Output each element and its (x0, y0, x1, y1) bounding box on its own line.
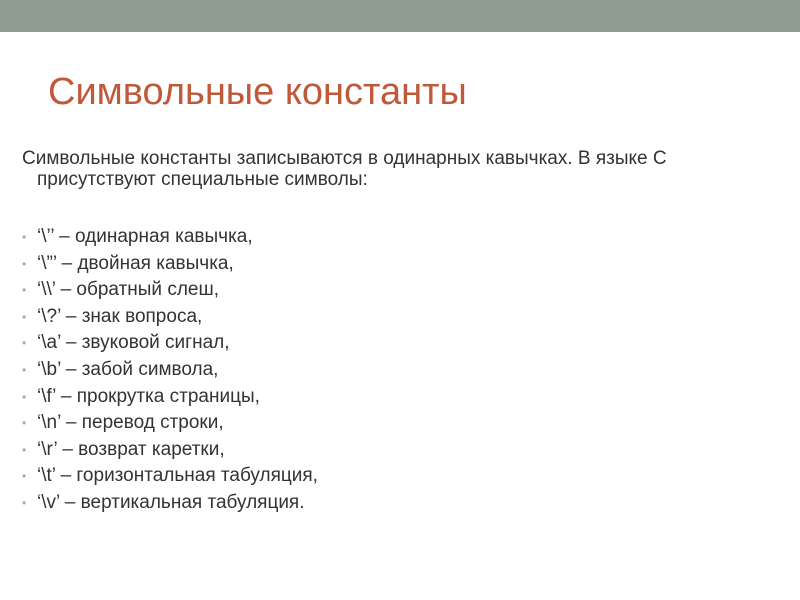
list-item-text: ‘\’’ – одинарная кавычка, (37, 226, 253, 247)
list-item-text: ‘\a’ – звуковой сигнал, (37, 332, 230, 354)
bullet-icon: • (22, 336, 27, 351)
list-item-text: ‘\f’ – прокрутка страницы, (37, 385, 260, 407)
bullet-icon: • (22, 442, 27, 457)
list-item (22, 251, 318, 278)
bullet-icon: • (22, 389, 27, 404)
list-item (22, 410, 318, 437)
list-item (22, 437, 318, 464)
list-item-text: ‘\\’ – обратный слеш, (37, 279, 220, 301)
bullet-icon: • (22, 362, 27, 377)
list-item-text: ‘\r’ – возврат каретки, (37, 438, 225, 460)
bullet-icon: • (22, 416, 27, 431)
list-item (22, 490, 318, 517)
bullet-icon: • (22, 283, 27, 298)
bullet-icon: • (22, 256, 27, 271)
list-item (22, 304, 318, 331)
list-item (22, 357, 318, 384)
list-item-text: ‘\t’ – горизонтальная табуляция, (37, 465, 318, 487)
list-item (22, 330, 318, 357)
list-item-text: ‘\n’ – перевод строки, (37, 412, 224, 434)
list-item (22, 224, 318, 251)
list-item-text: ‘\b’ – забой символа, (37, 358, 219, 380)
list-item-text: ‘\v’ – вертикальная табуляция. (37, 491, 305, 513)
bullet-icon: • (22, 469, 27, 484)
bullet-icon: • (22, 309, 27, 324)
list-item (22, 277, 318, 304)
intro-paragraph (22, 148, 792, 190)
slide-top-bar (0, 0, 800, 32)
bullet-icon: • (22, 230, 27, 244)
list-item-text: ‘\”’ – двойная кавычка, (37, 252, 234, 274)
intro-line-1: Символьные константы записываются в одинарных кавычках. В языке С (22, 148, 667, 169)
list-item (22, 463, 318, 490)
list-item-text: ‘\?’ – знак вопроса, (37, 305, 203, 327)
bullet-icon: • (22, 495, 27, 510)
slide-title: Символьные константы (48, 71, 467, 113)
intro-line-2: присутствуют специальные символы: (37, 169, 368, 190)
list-item (22, 384, 318, 411)
escape-sequence-list (22, 224, 318, 517)
